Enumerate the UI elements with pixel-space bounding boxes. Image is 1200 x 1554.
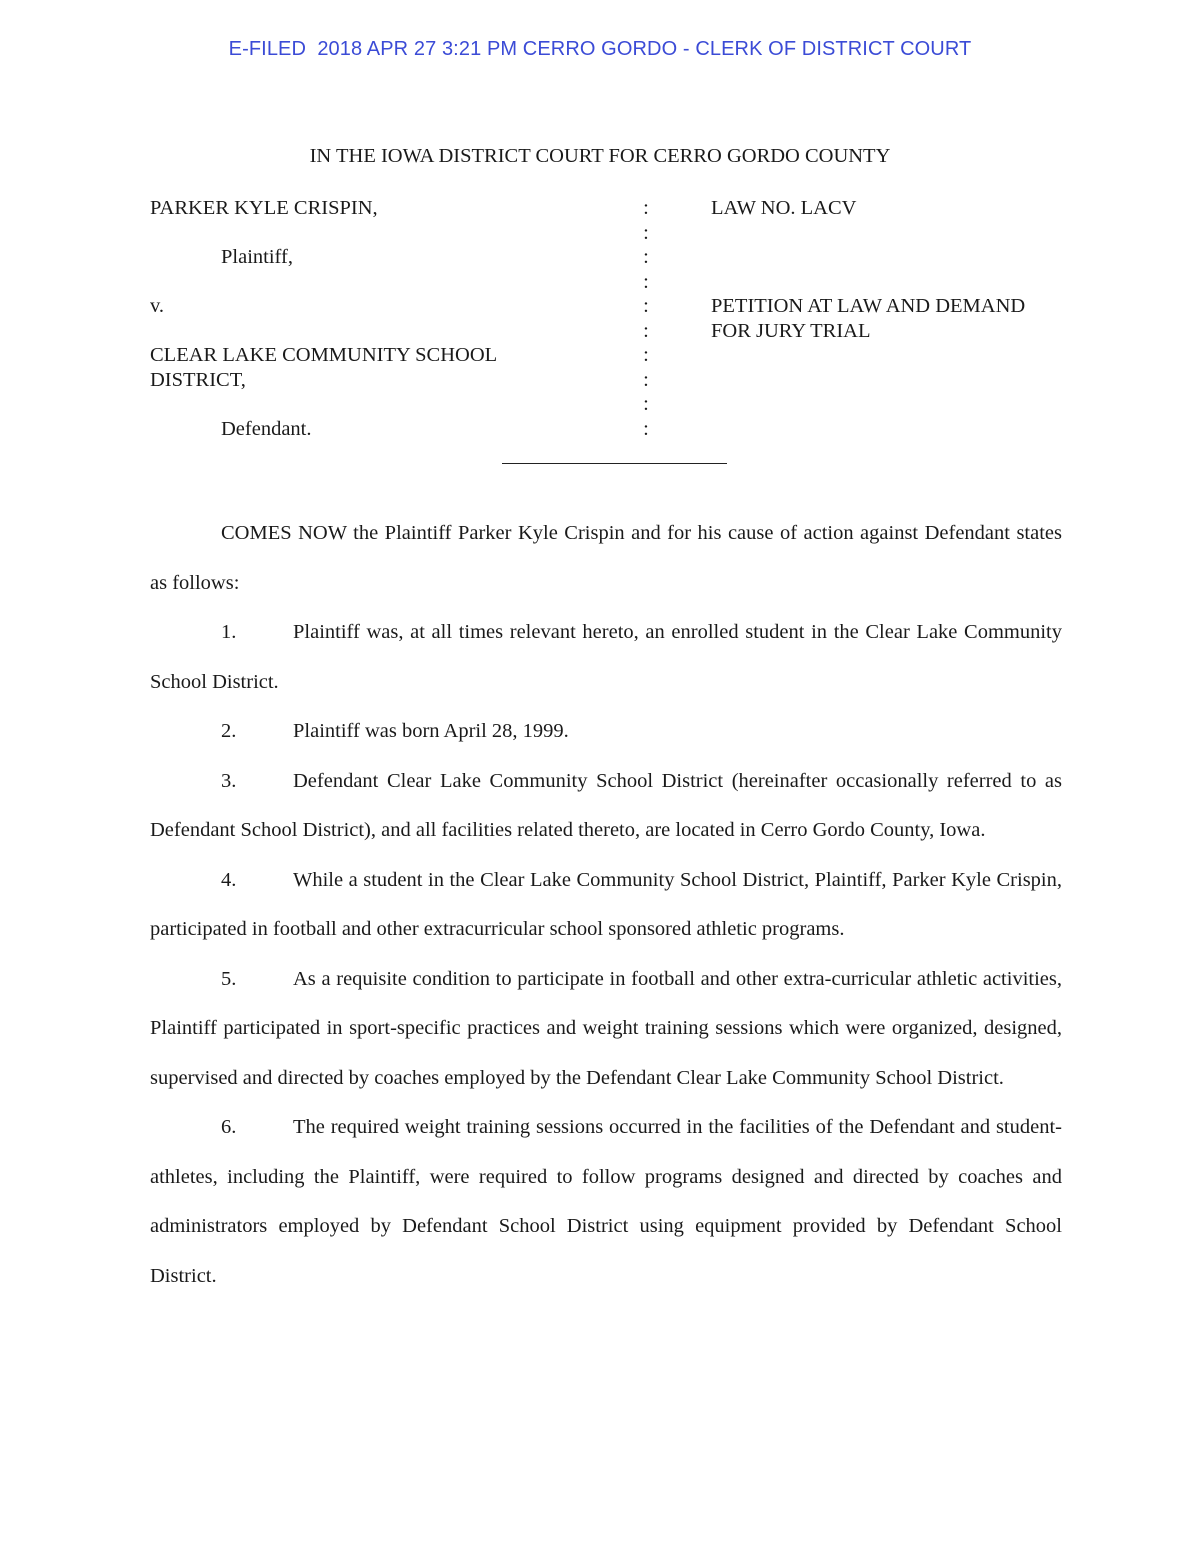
document-title-line2: FOR JURY TRIAL — [711, 319, 871, 342]
caption-separator: : — [643, 417, 649, 440]
caption-case-info — [711, 196, 1091, 343]
paragraph-number: 6. — [221, 1116, 237, 1138]
defendant-role: Defendant. — [221, 417, 312, 440]
paragraph-number: 2. — [221, 720, 237, 742]
court-title: IN THE IOWA DISTRICT COURT FOR CERRO GORDO COUNTY — [309, 145, 891, 167]
intro-paragraph: COMES NOW the Plaintiff Parker Kyle Crispin and for his cause of action against Defendant states as follows: — [150, 522, 1062, 594]
numbered-paragraph — [150, 955, 1062, 1104]
defendant-name-line1: CLEAR LAKE COMMUNITY SCHOOL — [150, 344, 498, 366]
paragraph-number: 4. — [221, 868, 237, 891]
caption-divider — [502, 463, 727, 464]
paragraph-text: Plaintiff was born April 28, 1999. — [293, 720, 569, 742]
paragraph-text: Plaintiff was, at all times relevant hereto, an enrolled student in the Clear Lake Community School District. — [150, 621, 1062, 693]
law-number: LAW NO. LACV — [711, 197, 857, 219]
efiled-stamp: E-FILED 2018 APR 27 3:21 PM CERRO GORDO - CLERK OF DISTRICT COURT — [228, 38, 972, 60]
versus: v. — [150, 295, 165, 317]
caption-separator: : — [643, 221, 649, 244]
petition-body — [150, 509, 1062, 1301]
caption-separator: : — [643, 319, 649, 342]
paragraph-text: Defendant Clear Lake Community School District (hereinafter occasionally referred to as Defendant School District), and all facilities related thereto, are located in Cerro Gordo County, Iowa. — [150, 769, 1062, 841]
document-title-line1: PETITION AT LAW AND DEMAND — [711, 295, 1026, 317]
paragraph-text: As a requisite condition to participate in football and other extra-curricular athletic activities, Plaintiff participated in sport-specific practices and weight training sessions which were organized, designed, supervised and directed by coaches employed by the Defendant Clear Lake Community School District. — [150, 967, 1062, 1089]
numbered-paragraph — [150, 856, 1062, 955]
paragraph-number: 5. — [221, 967, 237, 990]
numbered-paragraph — [150, 757, 1062, 856]
caption-separator: : — [643, 368, 649, 391]
defendant-name-line2: DISTRICT, — [150, 368, 246, 391]
numbered-paragraph — [150, 707, 1062, 757]
plaintiff-name: PARKER KYLE CRISPIN, — [150, 197, 378, 219]
plaintiff-role: Plaintiff, — [221, 246, 293, 268]
numbered-paragraph — [150, 608, 1062, 707]
paragraph-text: While a student in the Clear Lake Community School District, Plaintiff, Parker Kyle Crispin, participated in football and other extracurricular school sponsored athletic programs. — [150, 868, 1062, 940]
caption-parties — [150, 196, 590, 441]
caption-separator-column — [640, 196, 652, 441]
numbered-paragraph — [150, 1103, 1062, 1301]
paragraph-number: 3. — [221, 769, 237, 792]
caption-separator: : — [643, 393, 649, 415]
caption-separator: : — [643, 197, 649, 219]
caption-separator: : — [643, 270, 649, 293]
paragraph-number: 1. — [221, 621, 237, 643]
paragraph-text: The required weight training sessions occurred in the facilities of the Defendant and student-athletes, including the Plaintiff, were required to follow programs designed and directed by coaches and administrators employed by Defendant School District using equipment provided by Defendant School District. — [150, 1116, 1062, 1287]
caption-separator: : — [643, 344, 649, 366]
caption-separator: : — [643, 295, 649, 317]
caption-separator: : — [643, 246, 649, 268]
